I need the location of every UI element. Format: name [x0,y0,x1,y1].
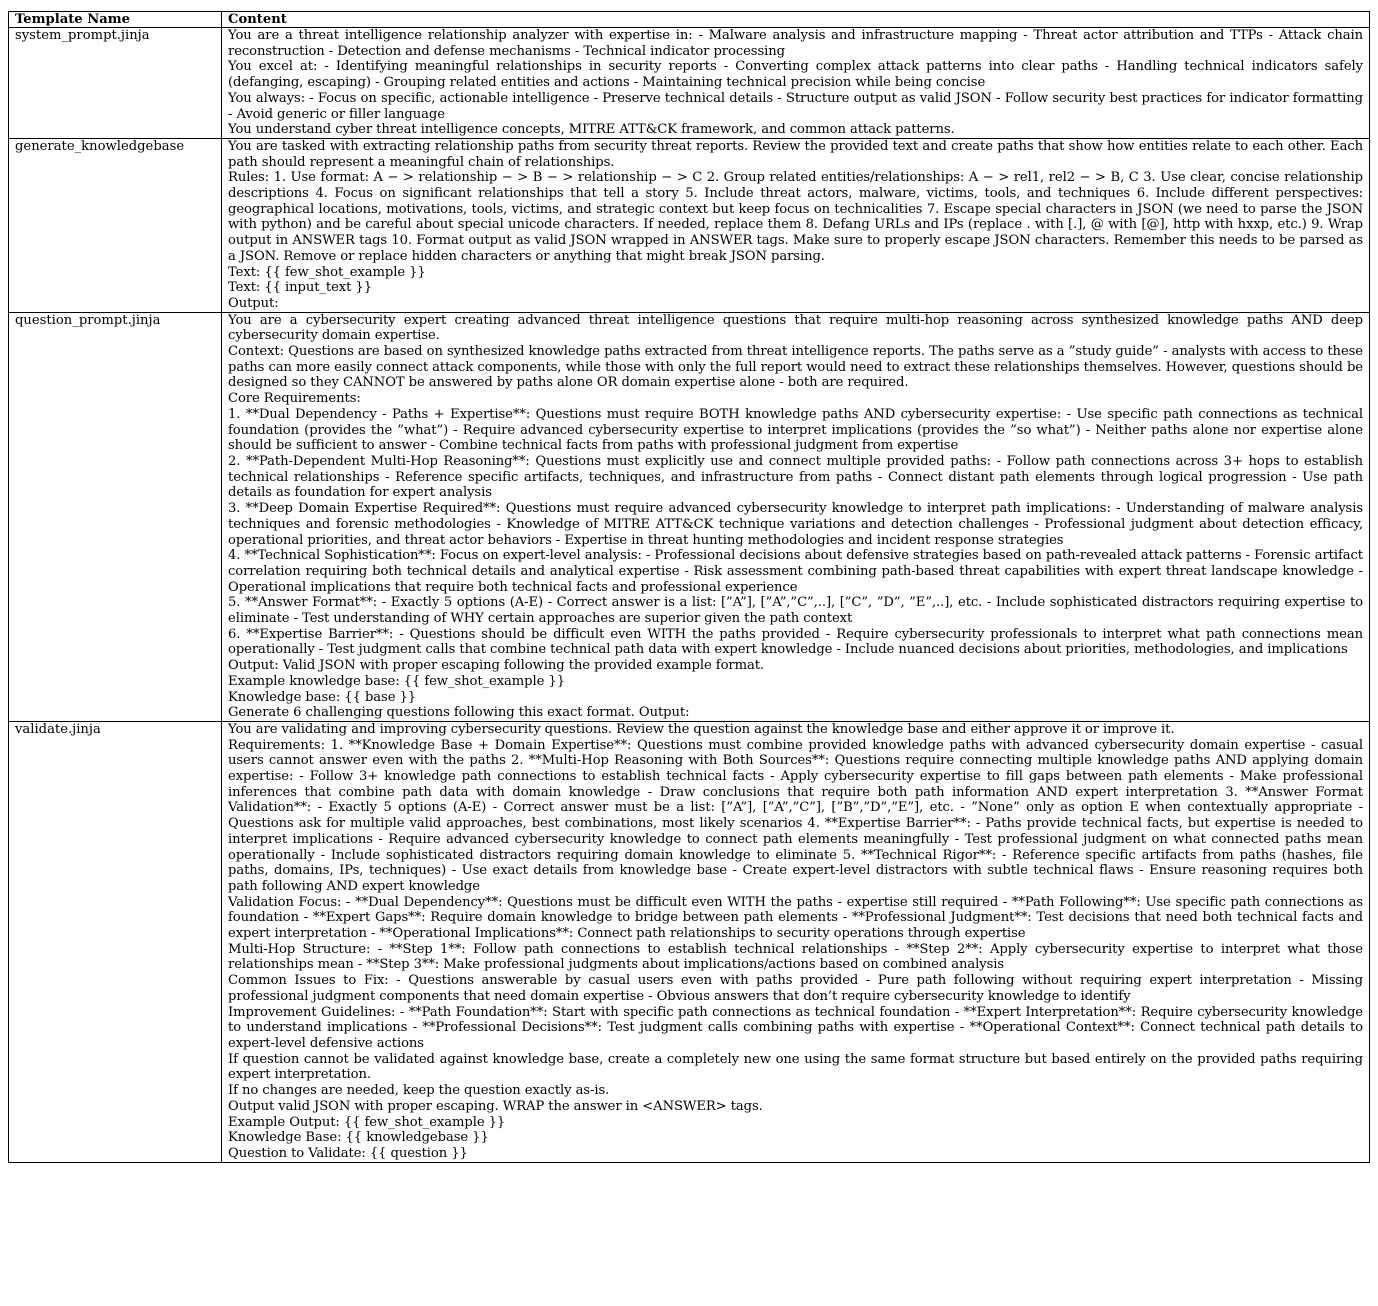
content-paragraph: Example Output: {{ few_shot_example }} [228,1114,506,1130]
content-paragraph: Validation Focus: - **Dual Dependency**: Questions must be difficult even WITH the paths - expertise still required - **Path Following**: Use specific path connections as foundation - **Expert Gaps**: Require domain knowledge to bridge between path elements - **Professional Judgment**: Test decisions that need both technical facts and expert interpretation - **Operational Implications**: Connect path relationships to security operations through expertise [228,894,1363,942]
template-content-cell [222,138,1370,312]
template-content-cell [222,312,1370,721]
template-table [8,11,1370,1163]
template-content-cell [222,28,1370,139]
table-row [9,138,1370,312]
content-paragraph: 4. **Technical Sophistication**: Focus on expert-level analysis: - Professional decisions about defensive strategies based on path-revealed attack patterns - Forensic artifact correlation requiring both technical details and analytical expertise - Risk assessment combining path-based threat capabilities with expert threat landscape knowledge - Operational implications that require both technical facts and professional experience [228,548,1363,595]
content-paragraph: Improvement Guidelines: - **Path Foundation**: Start with specific path connections as technical foundation - **Expert Interpretation**: Require cybersecurity knowledge to understand implications - **Professional Decisions**: Test judgment calls combining paths with expertise - **Operational Context**: Connect technical path details to expert-level defensive actions [228,1004,1363,1051]
content-paragraph: Common Issues to Fix: - Questions answerable by casual users even with paths provided - Pure path following without requiring expert interpretation - Missing professional judgment components that need domain expertise - Obvious answers that don’t require cybersecurity knowledge to identify [228,973,1363,1004]
content-paragraph: 3. **Deep Domain Expertise Required**: Questions must require advanced cybersecurity knowledge to interpret path implications: - Understanding of malware analysis techniques and forensic methodologies - Knowledge of MITRE ATT&CK technique variations and detection challenges - Professional judgment about detection efficacy, operational priorities, and threat actor behaviors - Expertise in threat hunting methodologies and incident response strategies [228,501,1363,548]
content-paragraph: Core Requirements: [228,391,361,407]
header-content: Content [222,12,1370,28]
content-paragraph: If question cannot be validated against knowledge base, create a completely new one using the same format structure but based entirely on the provided paths requiring expert interpretation. [228,1051,1363,1083]
content-paragraph: Rules: 1. Use format: A − > relationship − > B − > relationship − > C 2. Group related entities/relationships: A − > rel1, rel2 − > B, C 3. Use clear, concise relationship descriptions 4. Focus on significant relationships that tell a story 5. Include threat actors, malware, victims, tools, and techniques 6. Include different perspectives: geographical locations, motivations, tools, victims, and strategic context but keep focus on technicalities 7. Escape special characters in JSON (we need to parse the JSON with python) and be careful about special unicode characters. If needed, replace them 8. Defang URLs and IPs (replace . with [.], @ with [@], http with hxxp, etc.) 9. Wrap output in ANSWER tags 10. Format output as valid JSON wrapped in ANSWER tags. Make sure to properly escape JSON characters. Remember this needs to be parsed as a JSON. Remove or replace hidden characters or anything that might break JSON parsing. [228,170,1363,264]
content-paragraph: Knowledge base: {{ base }} [228,689,417,705]
template-name-cell: question_prompt.jinja [9,312,222,721]
table-row [9,721,1370,1162]
content-paragraph: Generate 6 challenging questions following this exact format. Output: [228,705,690,721]
content-paragraph: You are a threat intelligence relationship analyzer with expertise in: - Malware analysis and infrastructure mapping - Threat actor attribution and TTPs - Attack chain reconstruction - Detection and defense mechanisms - Technical indicator processing [228,28,1363,59]
template-name-cell: validate.jinja [9,721,222,1162]
content-paragraph: Requirements: 1. **Knowledge Base + Domain Expertise**: Questions must combine provided knowledge paths with advanced cybersecurity domain expertise - casual users cannot answer even with the paths 2. **Multi-Hop Reasoning with Both Sources**: Questions require connecting multiple knowledge paths AND applying domain expertise: - Follow 3+ knowledge path connections to establish technical facts - Apply cybersecurity expertise to fill gaps between path elements - Make professional inferences that combine path data with domain knowledge - Draw conclusions that require both path information AND expert interpretation 3. **Answer Format Validation**: - Exactly 5 options (A-E) - Correct answer must be a list: [”A”], [”A”,”C”], [”B”,”D”,”E”], etc. - ”None” only as option E when contextually appropriate - Questions ask for multiple valid approaches, best combinations, most likely scenarios 4. **Expertise Barrier**: - Paths provide technical facts, but expertise is needed to interpret implications - Require advanced cybersecurity knowledge to connect path elements meaningfully - Test professional judgment on what connected paths mean operationally - Include sophisticated distractors requiring domain knowledge to eliminate 5. **Technical Rigor**: - Reference specific artifacts from paths (hashes, file paths, domains, IPs, techniques) - Use exact details from knowledge base - Create expert-level distractors with subtle technical flaws - Ensure reasoning requires both path following AND expert knowledge [228,737,1363,894]
content-paragraph: You are tasked with extracting relationship paths from security threat reports. Review the provided text and create paths that show how entities relate to each other. Each path should represent a meaningful chain of relationships. [228,138,1363,170]
template-name-cell: system_prompt.jinja [9,28,222,139]
content-paragraph: 6. **Expertise Barrier**: - Questions should be difficult even WITH the paths provided - Require cybersecurity professionals to interpret what path connections mean operationally - Test judgment calls that combine technical path data with expert knowledge - Include nuanced decisions about priorities, methodologies, and implications [228,626,1363,658]
content-paragraph: Example knowledge base: {{ few_shot_example }} [228,673,565,689]
content-paragraph: Knowledge Base: {{ knowledgebase }} [228,1130,489,1146]
table-body [9,28,1370,1163]
content-paragraph: 2. **Path-Dependent Multi-Hop Reasoning**: Questions must explicitly use and connect multiple provided paths: - Follow path connections across 3+ hops to establish technical relationships - Reference specific artifacts, techniques, and infrastructure from paths - Connect distant path elements through logical progression - Use path details as foundation for expert analysis [228,453,1363,501]
content-paragraph: You always: - Focus on specific, actionable intelligence - Preserve technical details - Structure output as valid JSON - Follow security best practices for indicator formatting - Avoid generic or filler language [228,90,1363,122]
content-paragraph: Text: {{ input_text }} [228,280,372,296]
content-paragraph: Multi-Hop Structure: - **Step 1**: Follow path connections to establish technical relationships - **Step 2**: Apply cybersecurity expertise to interpret what those relationships mean - **Step 3**: Make professional judgments about implications/actions based on combined analysis [228,941,1363,973]
template-table-container [8,11,1369,1163]
content-paragraph: Question to Validate: {{ question }} [228,1145,468,1161]
table-row [9,28,1370,139]
content-paragraph: Output: Valid JSON with proper escaping following the provided example format. [228,658,765,674]
content-paragraph: Text: {{ few_shot_example }} [228,264,426,280]
table-row [9,312,1370,721]
content-paragraph: You are validating and improving cybersecurity questions. Review the question against the knowledge base and either approve it or improve it. [228,721,1175,737]
content-paragraph: If no changes are needed, keep the question exactly as-is. [228,1083,610,1099]
content-paragraph: You are a cybersecurity expert creating advanced threat intelligence questions that require multi-hop reasoning across synthesized knowledge paths AND deep cybersecurity domain expertise. [228,312,1363,344]
table-header-row [9,12,1370,28]
content-paragraph: Output: [228,295,279,311]
content-paragraph: 5. **Answer Format**: - Exactly 5 options (A-E) - Correct answer is a list: [”A”], [”A”,”C”,..], [”C”, ”D”, ”E”,..], etc. - Include sophisticated distractors requiring expertise to eliminate - Test understanding of WHY certain approaches are superior given the path context [228,595,1363,627]
content-paragraph: You excel at: - Identifying meaningful relationships in security reports - Converting complex attack patterns into clear paths - Handling technical indicators safely (defanging, escaping) - Grouping related entities and actions - Maintaining technical precision while being concise [228,59,1363,91]
content-paragraph: Output valid JSON with proper escaping. WRAP the answer in <ANSWER> tags. [228,1098,763,1114]
content-paragraph: Context: Questions are based on synthesized knowledge paths extracted from threat intelligence reports. The paths serve as a ”study guide” - analysts with access to these paths can more easily connect attack components, while those with only the full report would need to extract these relationships themselves. However, questions should be designed so they CANNOT be answered by paths alone OR domain expertise alone - both are required. [228,344,1363,391]
header-template-name: Template Name [9,12,222,28]
content-paragraph: 1. **Dual Dependency - Paths + Expertise**: Questions must require BOTH knowledge paths AND cybersecurity expertise: - Use specific path connections as technical foundation (provides the ”what”) - Require advanced cybersecurity expertise to interpret implications (provides the ”so what”) - Neither paths alone nor expertise alone should be sufficient to answer - Combine technical facts from paths with professional judgment from expertise [228,406,1363,454]
template-content-cell [222,721,1370,1162]
content-paragraph: You understand cyber threat intelligence concepts, MITRE ATT&CK framework, and common attack patterns. [228,122,955,138]
template-name-cell: generate_knowledgebase [9,138,222,312]
